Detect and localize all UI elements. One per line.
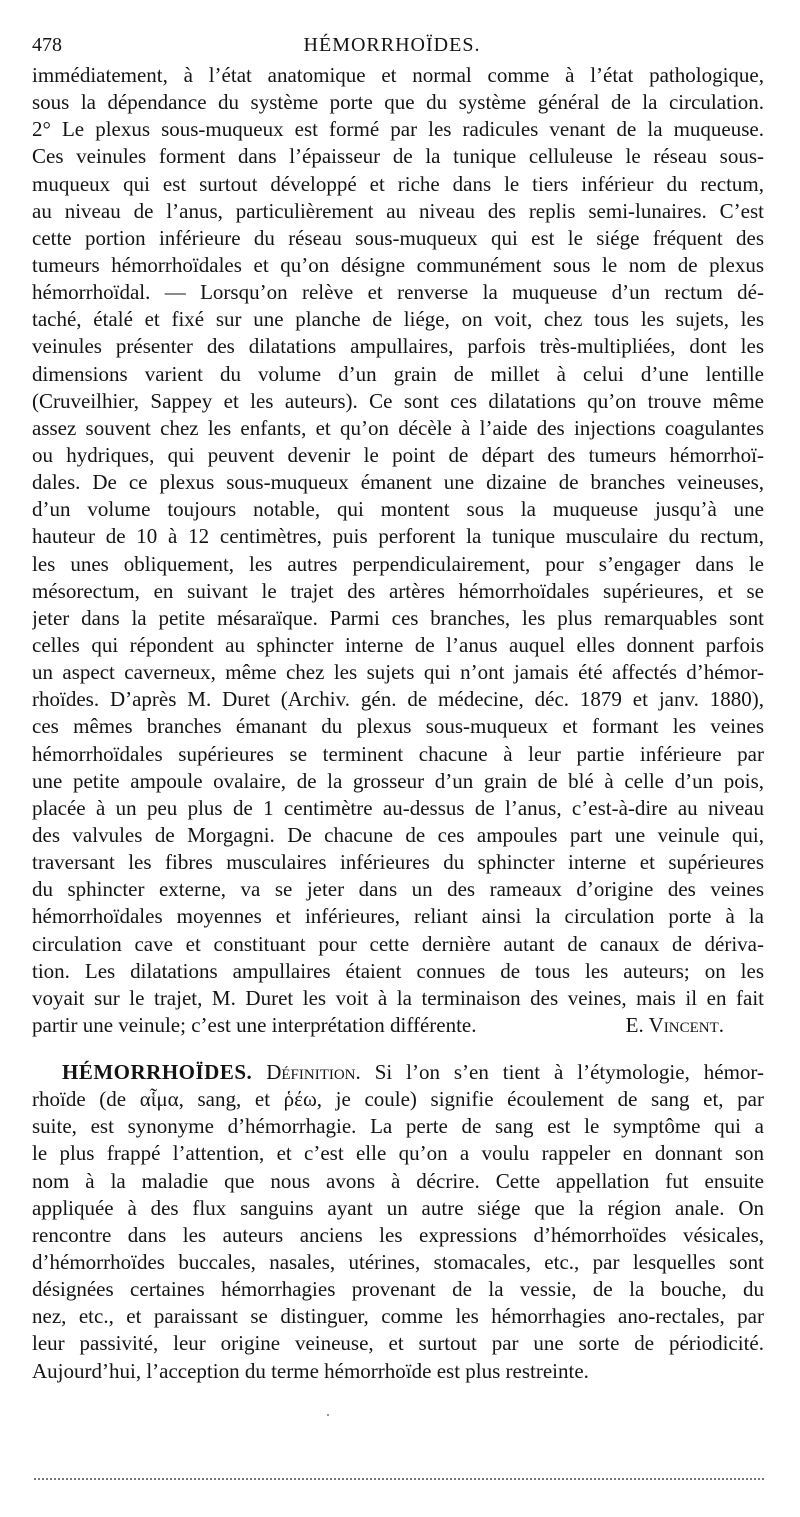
text-line: rhoïdes. D’après M. Duret (Archiv. gén. de médecine, déc. 1879 et janv. 1880), [32, 687, 764, 712]
definition-closing-line: Aujourd’hui, l’acception du terme hémorrhoïde est plus restreinte. [32, 1358, 589, 1383]
text-line: un aspect caverneux, même chez les sujets qui n’ont jamais été affectés d’hémor- [32, 660, 764, 685]
text-line: dimensions varient du volume d’un grain de millet à celui d’une lentille [32, 361, 764, 386]
text-line: rhoïde (de αἷμα, sang, et ῥέω, je coule) signifie écoulement de sang et, par [32, 1087, 764, 1112]
text-line: dales. De ce plexus sous-muqueux émanent une dizaine de branches veineuses, [32, 470, 764, 495]
text-line: taché, étalé et fixé sur une planche de liége, on voit, chez tous les sujets, les [32, 307, 764, 332]
page-header [32, 34, 752, 58]
text-line: circulation cave et constituant pour cette dernière autant de canaux de dériva- [32, 931, 764, 956]
text-line: rencontre dans les auteurs anciens les expressions d’hémorrhoïdes vésicales, [32, 1222, 764, 1247]
text-line: nez, etc., et paraissant se distinguer, comme les hémorrhagies ano-rectales, par [32, 1304, 764, 1329]
text-line: traversant les fibres musculaires inférieures du sphincter interne et supérieures [32, 850, 764, 875]
text-line: au niveau de l’anus, particulièrement au niveau des replis semi-lunaires. C’est [32, 198, 764, 223]
text-line: assez souvent chez les enfants, et qu’on décèle à l’aide des injections coagulantes [32, 415, 764, 440]
text-line: d’un volume toujours notable, qui montent sous la muqueuse jusqu’à une [32, 497, 764, 522]
text-line: immédiatement, à l’état anatomique et normal comme à l’état pathologique, [32, 63, 764, 87]
footer-dotted-rule [34, 1478, 764, 1480]
text-line: appliquée à des flux sanguins ayant un autre siége que la région anale. On [32, 1195, 764, 1220]
section-definition [32, 1086, 764, 1357]
text-column [32, 62, 764, 1385]
text-line: désignées certaines hémorrhagies provenant de la vessie, de la bouche, du [32, 1277, 764, 1302]
text-line: tumeurs hémorrhoïdales et qu’on désigne communément sous le nom de plexus [32, 252, 764, 277]
text-line: le plus frappé l’attention, et c’est elle qu’on a voulu rappeler en donnant son [32, 1141, 764, 1166]
text-line: jeter dans la petite mésaraïque. Parmi ces branches, les plus remarquables sont [32, 605, 764, 630]
text-line: hémorrhoïdales supérieures se terminent chacune à leur partie inférieure par [32, 741, 764, 766]
signature-line [32, 1012, 764, 1039]
text-line: hémorrhoïdal. — Lorsqu’on relève et renverse la muqueuse d’un rectum dé- [32, 280, 764, 305]
text-line: celles qui répondent au sphincter interne de l’anus auquel elles donnent parfois [32, 632, 764, 657]
section-heading-line [32, 1059, 764, 1086]
text-line: tion. Les dilatations ampullaires étaient connues de tous les auteurs; on les [32, 958, 764, 983]
text-line: nom à la maladie que nous avons à décrire. Cette appellation fut ensuite [32, 1168, 764, 1193]
text-line: suite, est synonyme d’hémorrhagie. La perte de sang est le symptôme qui a [32, 1114, 764, 1139]
definition-label: Définition. [266, 1060, 361, 1085]
text-line: hauteur de 10 à 12 centimètres, puis perforent la tunique musculaire du rectum, [32, 524, 764, 549]
print-speck [327, 1414, 329, 1416]
text-line: d’hémorrhoïdes buccales, nasales, utérines, stomacales, etc., par lesquelles sont [32, 1250, 764, 1275]
text-line: voyait sur le trajet, M. Duret les voit à la terminaison des veines, mais il en fait [32, 985, 764, 1010]
page-number: 478 [32, 34, 62, 56]
section-plexus [32, 62, 764, 1012]
section-heading: HÉMORRHOÏDES. [62, 1060, 253, 1085]
text-line: du sphincter externe, va se jeter dans un des rameaux d’origine des veines [32, 877, 764, 902]
text-line: mésorectum, en suivant le trajet des artères hémorrhoïdales supérieures, et se [32, 578, 764, 603]
text-line: leur passivité, leur origine veineuse, et surtout par une sorte de périodicité. [32, 1331, 764, 1356]
text-line: une petite ampoule ovalaire, de la grosseur d’un grain de blé à celle d’un pois, [32, 768, 764, 793]
text-line: muqueux qui est surtout développé et riche dans le tiers inférieur du rectum, [32, 171, 764, 196]
text-line: ou hydriques, qui peuvent devenir le point de départ des tumeurs hémorrhoï- [32, 442, 764, 467]
running-title: HÉMORRHOÏDES. [303, 34, 481, 56]
text-line: 2° Le plexus sous-muqueux est formé par les radicules venant de la muqueuse. [32, 117, 764, 142]
text-line: veinules présenter des dilatations ampullaires, parfois très-multipliées, dont les [32, 334, 764, 359]
closing-line: partir une veinule; c’est une interprétation différente. [32, 1012, 477, 1037]
text-line: hémorrhoïdales moyennes et inférieures, reliant ainsi la circulation porte à la [32, 904, 764, 929]
text-line: ces mêmes branches émanant du plexus sous-muqueux et formant les veines [32, 714, 764, 739]
text-line: cette portion inférieure du réseau sous-muqueux qui est le siége fréquent des [32, 225, 764, 250]
author-signature: E. Vincent. [625, 1012, 724, 1037]
text-line: placée à un peu plus de 1 centimètre au-dessus de l’anus, c’est-à-dire au niveau [32, 795, 764, 820]
text-line: Ces veinules forment dans l’épaisseur de la tunique celluleuse le réseau sous- [32, 144, 764, 169]
section-gap [32, 1039, 764, 1059]
text-line: (Cruveilhier, Sappey et les auteurs). Ce sont ces dilatations qu’on trouve même [32, 388, 764, 413]
text-line: des valvules de Morgagni. De chacune de ces ampoules part une veinule qui, [32, 822, 764, 847]
text-line: les unes obliquement, les autres perpendiculairement, pour s’engager dans le [32, 551, 764, 576]
text-line: sous la dépendance du système porte que du système général de la circulation. [32, 90, 764, 115]
heading-line-rest: Si l’on s’en tient à l’étymologie, hémor- [374, 1060, 764, 1085]
